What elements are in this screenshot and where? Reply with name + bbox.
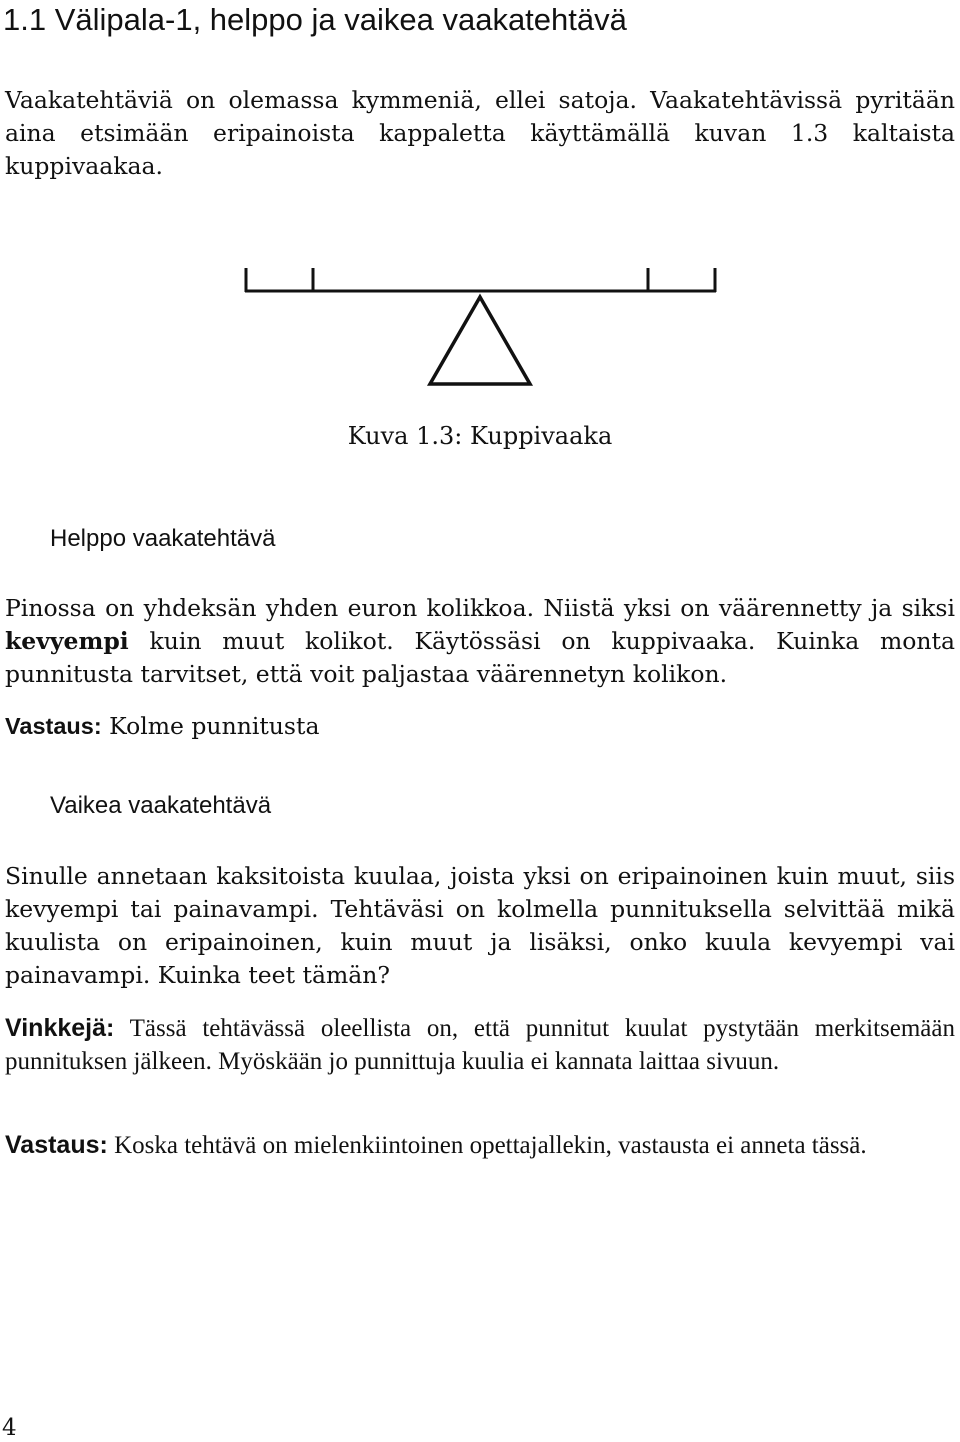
hard-answer-text: Koska tehtävä on mielenkiintoinen opettajallekin, vastausta ei anneta tässä. <box>107 1132 867 1159</box>
easy-task-bold-word: kevyempi <box>5 627 129 655</box>
page-number: 4 <box>2 1415 17 1441</box>
hard-task-answer <box>5 1129 955 1162</box>
easy-task-paragraph <box>5 592 955 691</box>
easy-task-text-start: Pinossa on yhdeksän yhden euron kolikkoa. Niistä yksi on väärennetty ja siksi <box>5 594 955 622</box>
hints-text: Tässä tehtävässä oleellista on, että punnitut kuulat pystytään merkitsemään punnituksen jälkeen. Myöskään jo punnittuja kuulia ei kannata laittaa sivuun. <box>5 1015 955 1075</box>
easy-answer-text: Kolme punnitusta <box>101 712 320 740</box>
intro-paragraph: Vaakatehtäviä on olemassa kymmeniä, ellei satoja. Vaakatehtävissä pyritään aina etsimään eripainoista kappaletta käyttämällä kuvan 1.3 kaltaista kuppivaakaa. <box>5 86 955 180</box>
easy-task-answer <box>5 710 955 743</box>
easy-task-text-end: kuin muut kolikot. Käytössäsi on kuppivaaka. Kuinka monta punnitusta tarvitset, että voit paljastaa väärennetyn kolikon. <box>5 627 955 688</box>
easy-task-heading: Helppo vaakatehtävä <box>50 525 276 552</box>
scale-fulcrum <box>430 297 530 384</box>
hard-task-heading: Vaikea vaakatehtävä <box>50 792 272 819</box>
figure-caption: Kuva 1.3: Kuppivaaka <box>347 422 613 450</box>
hard-answer-label: Vastaus: <box>5 1131 108 1159</box>
hints-label: Vinkkejä: <box>5 1014 115 1042</box>
hard-task-hints <box>5 1012 955 1078</box>
balance-scale-figure <box>235 260 725 394</box>
easy-answer-label: Vastaus: <box>5 713 102 739</box>
hard-task-paragraph: Sinulle annetaan kaksitoista kuulaa, joista yksi on eripainoinen kuin muut, siis kevyempi tai painavampi. Tehtäväsi on kolmella punnituksella selvittää mikä kuulista on eripainoinen, kuin muut ja lisäksi, onko kuula kevyempi vai painavampi. Kuinka teet tämän? <box>5 862 955 989</box>
balance-scale-icon <box>235 260 725 390</box>
section-heading: 1.1 Välipala-1, helppo ja vaikea vaakatehtävä <box>3 2 627 37</box>
